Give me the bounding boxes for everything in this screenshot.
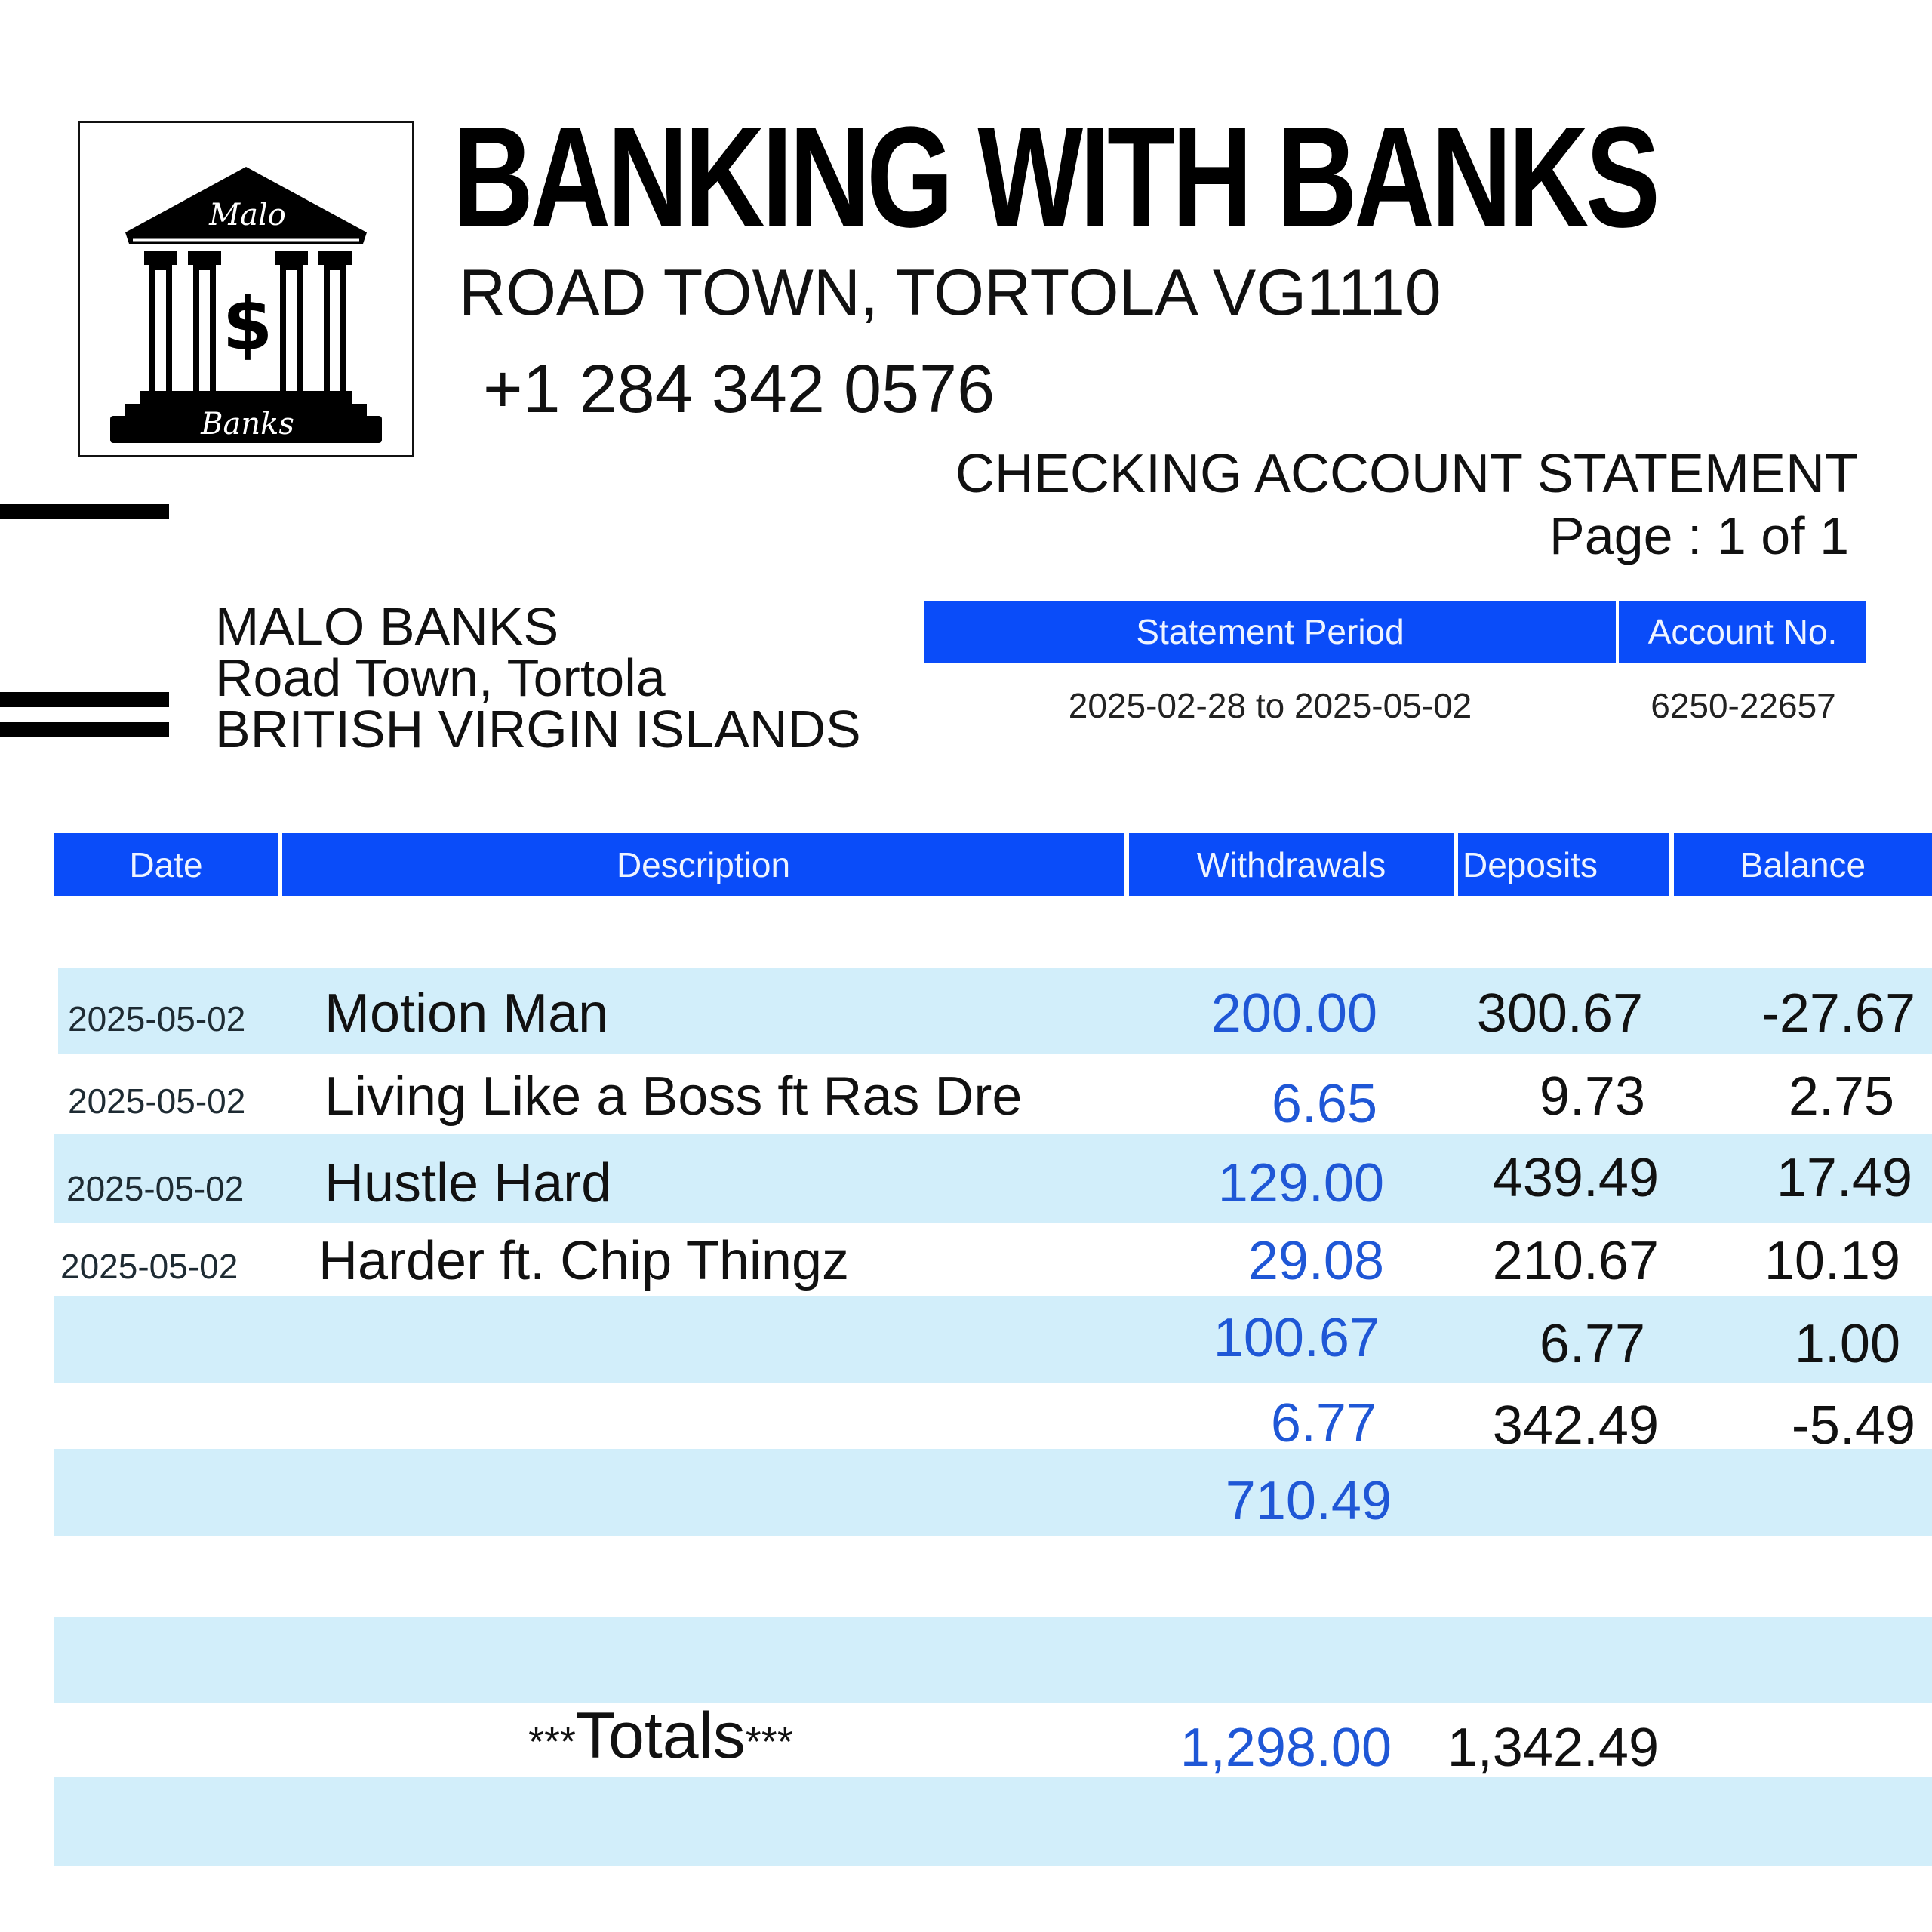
statement-period-value: 2025-02-28 to 2025-05-02 [1068, 686, 1472, 725]
bank-address: ROAD TOWN, TORTOLA VG1110 [459, 257, 1441, 329]
logo-top-text: Malo [209, 198, 286, 232]
totals-stars-left: *** [528, 1719, 577, 1764]
decorative-bar [0, 504, 169, 519]
row-balance: -27.67 [1761, 983, 1915, 1044]
row-description: Motion Man [325, 983, 609, 1044]
row-stripe [54, 1617, 1932, 1703]
row-withdrawal: 6.77 [1270, 1393, 1377, 1454]
row-date: 2025-05-02 [66, 1169, 245, 1208]
row-deposit: 9.73 [1539, 1066, 1645, 1127]
column-header-withdrawals: Withdrawals [1129, 833, 1454, 896]
totals-withdrawals: 1,298.00 [1180, 1718, 1392, 1778]
row-stripe [54, 1296, 1932, 1383]
logo-bottom-text: Banks [201, 407, 294, 441]
account-number-header: Account No. [1619, 601, 1866, 663]
totals-text: Totals [576, 1700, 746, 1772]
row-deposit: 342.49 [1492, 1395, 1659, 1456]
statement-period-header: Statement Period [924, 601, 1616, 663]
row-description: Hustle Hard [325, 1153, 612, 1214]
dollar-icon: $ [222, 282, 273, 367]
customer-address [215, 597, 861, 758]
customer-country: BRITISH VIRGIN ISLANDS [215, 700, 861, 758]
bank-name: BANKING WITH BANKS [453, 97, 1657, 257]
row-stripe [54, 1449, 1932, 1536]
row-withdrawal: 129.00 [1217, 1153, 1384, 1214]
row-description: Harder ft. Chip Thingz [318, 1231, 849, 1291]
row-balance: 17.49 [1776, 1148, 1912, 1208]
row-balance: 10.19 [1764, 1231, 1900, 1291]
statement-title: CHECKING ACCOUNT STATEMENT [955, 444, 1858, 504]
row-date: 2025-05-02 [60, 1247, 238, 1286]
totals-deposits: 1,342.49 [1447, 1718, 1659, 1778]
decorative-bar [0, 722, 169, 737]
bank-logo [78, 121, 414, 457]
column-header-balance: Balance [1674, 833, 1932, 896]
customer-city: Road Town, Tortola [215, 648, 666, 707]
row-balance: 1.00 [1794, 1314, 1900, 1374]
row-withdrawal: 29.08 [1247, 1231, 1384, 1291]
row-description: Living Like a Boss ft Ras Dre [325, 1066, 1023, 1127]
row-date: 2025-05-02 [68, 1081, 246, 1121]
totals-label [528, 1698, 793, 1774]
row-withdrawal: 100.67 [1213, 1308, 1380, 1368]
row-withdrawal: 200.00 [1211, 983, 1377, 1044]
decorative-bar [0, 692, 169, 707]
row-balance: -5.49 [1791, 1395, 1915, 1456]
column-header-deposits: Deposits [1458, 833, 1669, 896]
row-deposit: 6.77 [1539, 1314, 1645, 1374]
row-deposit: 300.67 [1476, 983, 1643, 1044]
totals-stars-right: *** [745, 1719, 793, 1764]
row-date: 2025-05-02 [68, 999, 246, 1038]
customer-name: MALO BANKS [215, 597, 559, 656]
row-stripe [54, 1777, 1932, 1866]
row-deposit: 210.67 [1492, 1231, 1659, 1291]
row-withdrawal: 6.65 [1271, 1074, 1377, 1134]
column-header-description: Description [282, 833, 1124, 896]
page-indicator: Page : 1 of 1 [1549, 506, 1849, 565]
column-header-date: Date [54, 833, 278, 896]
bank-building-icon [80, 123, 412, 455]
row-withdrawal: 710.49 [1225, 1471, 1392, 1531]
row-balance: 2.75 [1788, 1066, 1894, 1127]
row-deposit: 439.49 [1492, 1148, 1659, 1208]
bank-phone: +1 284 342 0576 [483, 352, 995, 427]
account-number-value: 6250-22657 [1651, 686, 1836, 725]
